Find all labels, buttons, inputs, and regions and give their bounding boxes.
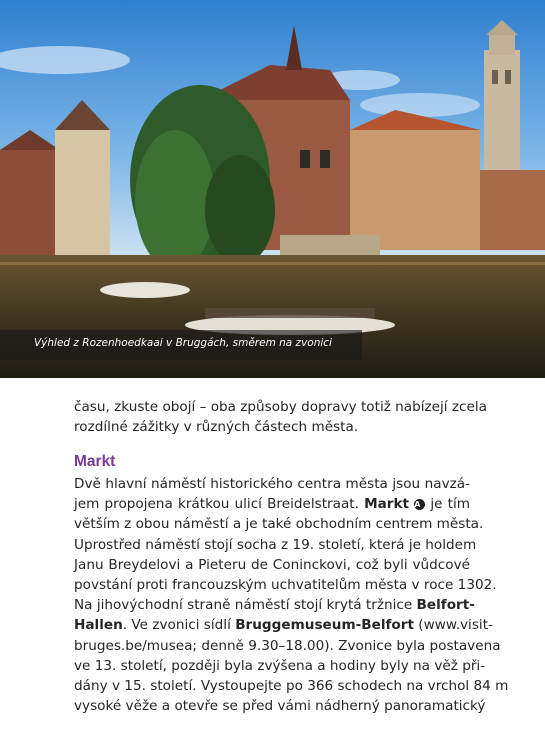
belfort-hallen-term-end: Hallen bbox=[74, 617, 123, 634]
intro-paragraph bbox=[74, 397, 487, 437]
text-line: bruges.be/musea; denně 9.30–18.00). Zvonice byla postavena bbox=[74, 637, 501, 654]
belfort-hallen-term: Belfort- bbox=[416, 597, 475, 614]
text-line: Dvě hlavní náměstí historického centra města jsou navzá- bbox=[74, 476, 470, 492]
text-line: jem propojena krátkou ulicí Breidelstraat. Markt A je tím bbox=[74, 496, 470, 513]
text-line: Hallen. Ve zvonici sídlí Bruggemuseum-Belfort (www.visit- bbox=[74, 617, 493, 634]
text-line: dány v 15. století. Vystoupejte po 366 schodech na vrchol 84 m bbox=[74, 678, 509, 695]
bruggemuseum-term: Bruggemuseum-Belfort bbox=[235, 617, 414, 634]
text-line: času, zkuste obojí – oba způsoby dopravy totiž nabízejí zcela bbox=[74, 399, 487, 415]
markt-paragraph bbox=[74, 474, 509, 716]
text-line: Na jihovýchodní straně náměstí stojí krytá tržnice Belfort- bbox=[74, 597, 475, 614]
photo-caption: Výhled z Rozenhoedkaai v Bruggách, směrem na zvonici bbox=[34, 337, 332, 349]
section-heading: Markt bbox=[74, 453, 116, 470]
map-marker-a: A bbox=[414, 499, 425, 510]
markt-term: Markt bbox=[364, 496, 410, 513]
text-line: povstání proti francouzským uchvatitelům města v roce 1302. bbox=[74, 577, 497, 594]
text-line: rozdílné zážitky v různých částech města. bbox=[74, 419, 359, 436]
text-line: Janu Breydelovi a Pieteru de Coninckovi, což byli vůdcové bbox=[74, 556, 470, 573]
text-line: ve 13. století, později byla zvýšena a hodiny byly na věž při- bbox=[74, 657, 486, 674]
text-line: větším z obou náměstí a je také obchodním centrem města. bbox=[74, 516, 484, 533]
text-line: Uprostřed náměstí stojí socha z 19. století, která je holdem bbox=[74, 536, 477, 553]
text-line: vysoké věže a otevře se před vámi nádherný panoramatický bbox=[74, 698, 486, 715]
